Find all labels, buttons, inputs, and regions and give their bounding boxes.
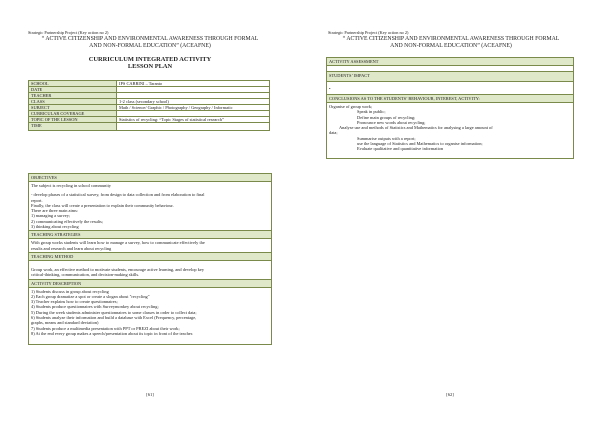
objectives-line: Finally, the class will create a presentation to explain their community behaviour.	[31, 202, 174, 208]
objectives-line: 1) managing a survey;	[31, 213, 71, 219]
row-label: CLASS	[29, 99, 117, 105]
objectives-line: The subject is recycling in school community	[31, 183, 111, 188]
lesson-info-table	[28, 80, 270, 131]
row-value: Statistics of recycling: “Topic Stages of statistical research”	[117, 117, 270, 123]
project-header-small: Strategic Partnership Project (Key action no 2)	[328, 30, 409, 35]
doc-title-line-2: LESSON PLAN	[127, 63, 173, 70]
project-title-line-1: “ ACTIVE CITIZENSHIP AND ENVIRONMENTAL AWARENESS THROUGH FORMAL	[342, 36, 560, 42]
conclusions-line: Speak in public;	[357, 109, 386, 115]
objectives-heading: OBJECTIVES	[29, 174, 271, 182]
conclusions-heading: CONCLUSIONS AS TO THE STUDENTS’ BEHAVIOUR, INTEREST, ACTIVITY:	[327, 95, 573, 103]
activity-line: 5) During the week students administer questionnaires to some classes in order to collect data;	[31, 309, 197, 315]
objectives-line: report.	[31, 197, 43, 203]
row-value	[117, 123, 270, 131]
conclusions-line: Pronounce new words about recycling;	[357, 119, 426, 125]
row-label: SCHOOL	[29, 81, 117, 87]
row-label: CURRICULAR COVERAGE	[29, 111, 117, 117]
objectives-line: - develop phases of a statistical survey, from design to data collection and from elaboration to final	[31, 192, 205, 198]
activity-heading: ACTIVITY DESCRIPTION	[29, 280, 271, 288]
project-title-line-2: AND NON-FORMAL EDUCATION” (ACEAFNE)	[390, 43, 512, 49]
row-value: Math / Science/ Graphic / Photography / Geography / Informatic	[117, 105, 270, 111]
activity-line: 1) Students discuss in group about recycling	[31, 288, 109, 294]
method-line: critical-thinking, communication, and decision-making skills.	[31, 272, 140, 278]
strategies-line: results and research and learn about recycling	[31, 245, 112, 251]
conclusions-line: use the language of Statistics and Mathematics to organise information;	[357, 141, 483, 147]
row-value: 1-2 class (secondary school)	[117, 99, 270, 105]
page-number: [62]	[446, 392, 454, 397]
method-body	[29, 261, 271, 280]
row-label: TIME	[29, 123, 117, 131]
assessment-box	[326, 57, 574, 159]
strategies-heading: TEACHING STRATEGIES	[29, 231, 271, 239]
row-label: DATE	[29, 87, 117, 93]
row-value: IPS CABRINI – Taranto	[117, 81, 270, 87]
objectives-line: 3) thinking about recycling	[31, 224, 79, 230]
row-label: TEACHER	[29, 93, 117, 99]
page-number: [61]	[146, 392, 154, 397]
activity-line: 8) At the end every group makes a speech/presentation about its topic in front of the teacher.	[31, 330, 194, 336]
objectives-body	[29, 182, 271, 231]
conclusions-line: data;	[329, 130, 338, 136]
conclusions-line: Summarise outputs with a report;	[357, 135, 416, 141]
doc-title-line-1: CURRICULUM INTEGRATED ACTIVITY	[88, 56, 212, 63]
method-heading: TEACHING METHOD	[29, 253, 271, 261]
conclusions-line: Analyse use and methods of Statistics and Mathematics for analysing a large amount of	[339, 125, 493, 131]
activity-line: 4) Students produce questionnaires with Surveymonkey about recycling;	[31, 304, 159, 310]
activity-line: 7) Students produce a multimedia presentation with PPT or PREZI about their work;	[31, 325, 180, 331]
strategies-body	[29, 239, 271, 253]
table-row	[29, 123, 270, 131]
assessment-heading: ACTIVITY ASSESSMENT	[327, 58, 573, 66]
conclusions-line: Evaluate qualitative and quantitative information	[357, 146, 444, 152]
objectives-line: 2) communicating effectively the results;	[31, 218, 104, 224]
impact-heading: STUDENTS’ IMPACT	[327, 72, 573, 82]
method-line: Group work, an effective method to motivate students, encourage active learning, and develop key	[31, 266, 205, 272]
lesson-details-box	[28, 173, 272, 345]
row-label: SUBJECT	[29, 105, 117, 111]
strategies-line: With group works students will learn how to manage a survey, how to communicate effectively the	[31, 240, 205, 246]
objectives-line: There are three main aims:	[31, 208, 79, 214]
project-title-line-2: AND NON-FORMAL EDUCATION” (ACEAFNE)	[89, 43, 211, 49]
activity-line: 2) Each group dramatize a spot or create a slogan about "recycling"	[31, 293, 150, 299]
impact-body	[327, 82, 573, 95]
bullet: •	[329, 86, 331, 91]
activity-body	[29, 288, 271, 345]
conclusions-body	[327, 103, 573, 158]
project-title-line-1: “ ACTIVE CITIZENSHIP AND ENVIRONMENTAL AWARENESS THROUGH FORMAL	[41, 36, 259, 42]
conclusions-line: Define main groups of recycling;	[357, 114, 416, 120]
project-header-small: Strategic Partnership Project (Key action no 2)	[28, 30, 109, 35]
activity-line: graphs, means and standard deviation)	[31, 320, 99, 326]
row-label: TOPIC OF THE LESSON	[29, 117, 117, 123]
conclusions-line: Organise of group work;	[329, 104, 373, 109]
activity-line: 3) Teacher explains how to create questionnaires;	[31, 299, 118, 305]
page-62	[300, 0, 600, 424]
activity-line: 6) Students analyze their information and build a database with Excel (Frequency, percentage,	[31, 315, 197, 321]
